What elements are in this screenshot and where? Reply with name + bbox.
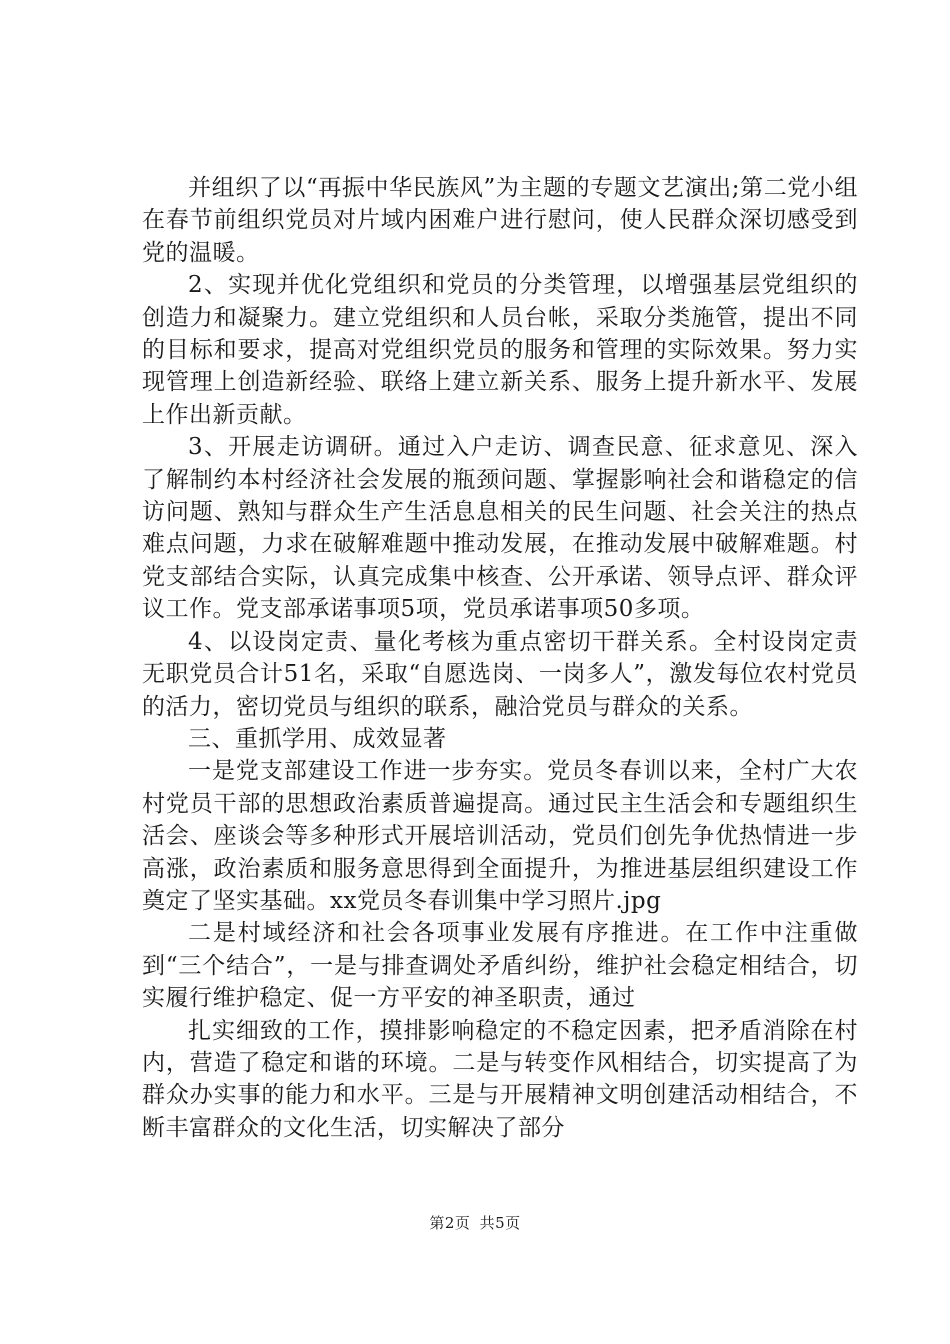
paragraph-item-4: 4、以设岗定责、量化考核为重点密切干群关系。全村设岗定责无职党员合计51名，采取“自愿选岗、一岗多人”，激发每位农村党员的活力，密切党员与组织的联系，融洽党员与群众的关系。 xyxy=(142,628,858,720)
paragraph-intro: 并组织了以“再振中华民族风”为主题的专题文艺演出;第二党小组在春节前组织党员对片域内困难户进行慰问，使人民群众深切感受到党的温暖。 xyxy=(142,175,858,266)
paragraph-item-3: 3、开展走访调研。通过入户走访、调查民意、征求意见、深入了解制约本村经济社会发展的瓶颈问题、掌握影响社会和谐稳定的信访问题、熟知与群众生产生活息息相关的民生问题、社会关注的热点难点问题，力求在破解难题中推动发展，在推动发展中破解难题。村党支部结合实际，认真完成集中核查、公开承诺、领导点评、群众评议工作。党支部承诺事项5项，党员承诺事项50多项。 xyxy=(142,434,858,623)
paragraph-result-1: 一是党支部建设工作进一步夯实。党员冬春训以来，全村广大农村党员干部的思想政治素质普遍提高。通过民主生活会和专题组织生活会、座谈会等多种形式开展培训活动，党员们创先争优热情进一步高涨，政治素质和服务意思得到全面提升，为推进基层组织建设工作奠定了坚实基础。xx党员冬春训集中学习照片.jpg xyxy=(142,758,858,914)
total-pages: 共5页 xyxy=(479,1214,521,1232)
page-footer xyxy=(0,1212,950,1233)
paragraph-item-2: 2、实现并优化党组织和党员的分类管理，以增强基层党组织的创造力和凝聚力。建立党组织和人员台帐，采取分类施管，提出不同的目标和要求，提高对党组织党员的服务和管理的实际效果。努力实现管理上创造新经验、联络上建立新关系、服务上提升新水平、发展上作出新贡献。 xyxy=(142,272,858,428)
page-number: 第2页 xyxy=(429,1214,471,1232)
paragraph-result-2: 二是村域经济和社会各项事业发展有序推进。在工作中注重做到“三个结合”，一是与排查调处矛盾纠纷，维护社会稳定相结合，切实履行维护稳定、促一方平安的神圣职责，通过 xyxy=(142,920,858,1012)
section-heading: 三、重抓学用、成效显著 xyxy=(188,725,447,752)
document-body xyxy=(142,172,858,1144)
paragraph-result-2-cont: 扎实细致的工作，摸排影响稳定的不稳定因素，把矛盾消除在村内，营造了稳定和谐的环境。二是与转变作风相结合，切实提高了为群众办实事的能力和水平。三是与开展精神文明创建活动相结合，不断丰富群众的文化生活，切实解决了部分 xyxy=(142,1017,858,1141)
